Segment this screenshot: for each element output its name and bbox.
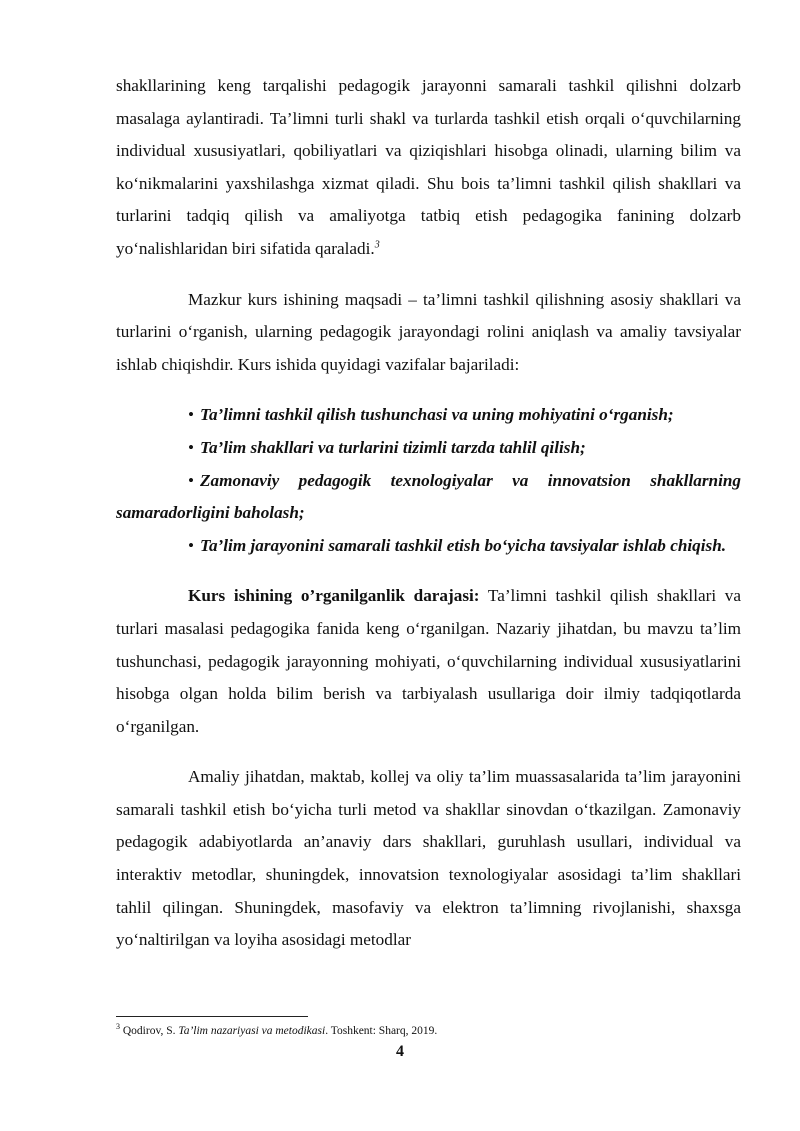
bullet-symbol: • (188, 437, 195, 457)
task-list-item (116, 465, 741, 530)
section-heading: Kurs ishining o’rganilganlik darajasi: (188, 586, 480, 606)
page-body (116, 70, 741, 957)
footnote-number: 3 (116, 1022, 120, 1032)
bullet-symbol: • (188, 405, 195, 425)
task-list-item (116, 432, 741, 465)
task-text: Ta’lim jarayonini samarali tashkil etish bo‘yicha tavsiyalar ishlab chiqish. (200, 535, 727, 555)
task-list-item (116, 399, 741, 432)
paragraph-aim: Mazkur kurs ishining maqsadi – ta’limni tashkil qilishning asosiy shakllari va turlarini o‘rganish, ularning pedagogik jarayondagi rolini aniqlash va amaliy tavsiyalar ishlab chiqishdir. Kurs ishida quyidagi vazifalar bajariladi: (116, 289, 741, 374)
footnote-author: Qodirov, S. (120, 1025, 179, 1037)
task-text: Ta’limni tashkil qilish tushunchasi va uning mohiyatini o‘rganish; (200, 405, 674, 425)
footnote-divider (116, 1016, 308, 1017)
task-text: Ta’lim shakllari va turlarini tizimli tarzda tahlil qilish; (200, 437, 586, 457)
page-number: 4 (396, 1043, 404, 1060)
paragraph-research-level (116, 580, 741, 743)
footnote-reference[interactable]: 3 (374, 239, 380, 251)
footnote-title: Ta’lim nazariyasi va metodikasi (178, 1025, 326, 1037)
paragraph-text: Ta’limni tashkil qilish shakllari va turlari masalasi pedagogika fanida keng o‘rganilgan. Nazariy jihatdan, bu mavzu ta’lim tushunchasi, pedagogik jarayonning mohiyati, o‘quvchilarning individual xususiyatlarini hisobga olgan holda bilim berish va tarbiyalash usullariga doir ilmiy tadqiqotlarda o‘rganilgan. (116, 586, 741, 736)
bullet-symbol: • (188, 470, 195, 490)
paragraph-text: shakllarining keng tarqalishi pedagogik jarayonni samarali tashkil qilishni dolzarb masalaga aylantiradi. Ta’limni turli shakl va turlarda tashkil etish orqali o‘quvchilarning individual xususiyatlari, qobiliyatlari va qiziqishlari hisobga olinadi, ularning bilim va ko‘nikmalarini yaxshilashga xizmat qiladi. Shu bois ta’limni tashkil qilish shakllari va turlarini tadqiq qilish va amaliyotga tatbiq etish pedagogika fanining dolzarb yo‘nalishlaridan biri sifatida qaraladi. (116, 76, 741, 258)
bullet-symbol: • (188, 535, 195, 555)
footnote-publisher: . Toshkent: Sharq, 2019. (325, 1025, 438, 1037)
task-list-item (116, 530, 741, 563)
paragraph-practical: Amaliy jihatdan, maktab, kollej va oliy ta’lim muassasalarida ta’lim jarayonini samarali tashkil etish bo‘yicha turli metod va shakllar sinovdan o‘tkazilgan. Zamonaviy pedagogik adabiyotlarda an’anaviy dars shakllari, guruhlash usullari, individual va interaktiv metodlar, shuningdek, innovatsion texnologiyalar asosidagi ta’lim shakllari tahlil qilingan. Shuningdek, masofaviy va elektron ta’limning rivojlanishi, shaxsga yo‘naltirilgan va loyiha asosidagi metodlar (116, 767, 741, 950)
task-text: Zamonaviy pedagogik texnologiyalar va innovatsion shakllarning samaradorligini baholash; (116, 470, 741, 523)
paragraph-intro-continued (116, 70, 741, 266)
footnote (116, 1024, 741, 1039)
